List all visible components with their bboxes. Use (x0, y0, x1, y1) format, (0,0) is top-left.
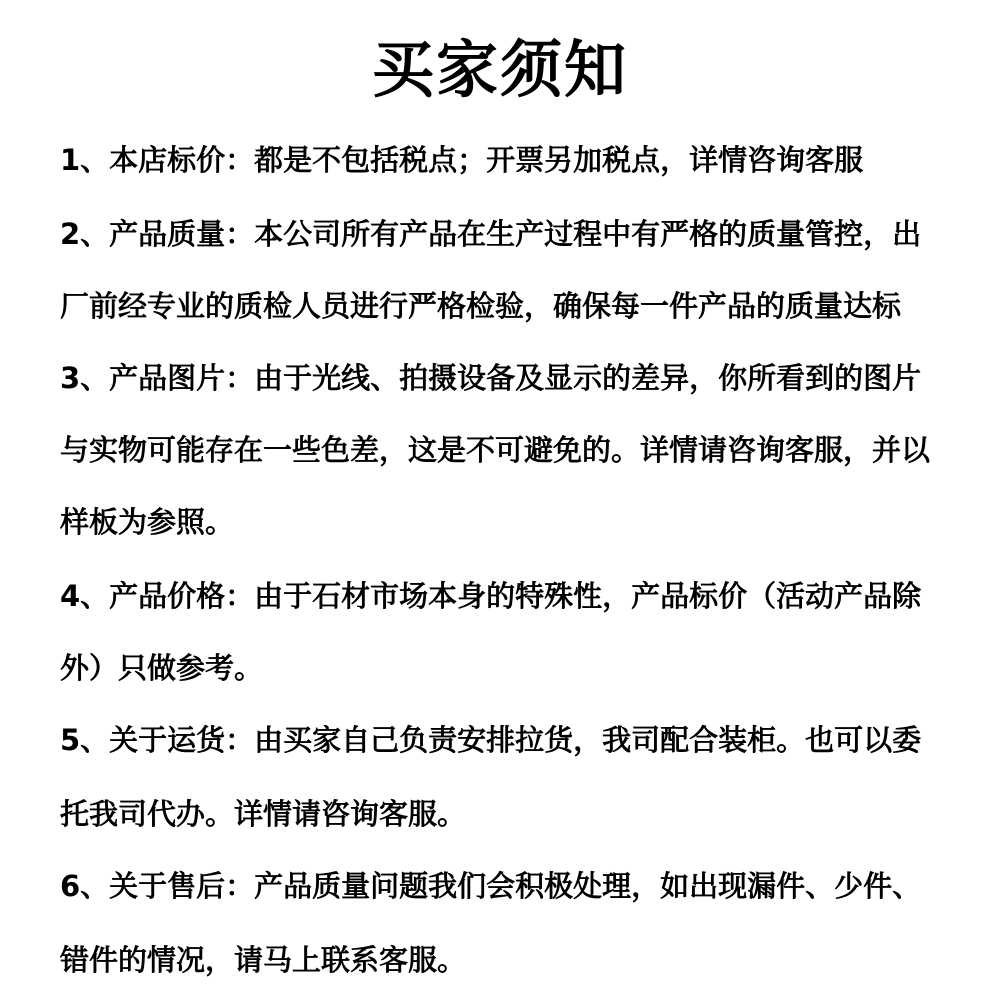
notice-line: 6、关于售后：产品质量问题我们会积极处理，如出现漏件、少件、 (60, 869, 922, 903)
page-title: 买家须知 (371, 33, 628, 106)
notice-line: 外）只做参考。 (60, 651, 264, 685)
notice-line: 与实物可能存在一些色差，这是不可避免的。详情请咨询客服，并以 (60, 433, 931, 467)
notice-line: 1、本店标价：都是不包括税点；开票另加税点，详情咨询客服 (60, 143, 864, 177)
notice-line: 5、关于运货：由买家自己负责安排拉货，我司配合装柜。也可以委 (60, 723, 922, 757)
notice-line: 厂前经专业的质检人员进行严格检验，确保每一件产品的质量达标 (60, 289, 902, 323)
notice-line: 样板为参照。 (60, 505, 235, 539)
notice-line: 4、产品价格：由于石材市场本身的特殊性，产品标价（活动产品除 (60, 579, 922, 613)
notice-line: 错件的情况，请马上联系客服。 (60, 943, 467, 977)
notice-line: 托我司代办。详情请咨询客服。 (60, 797, 467, 831)
notice-line: 3、产品图片：由于光线、拍摄设备及显示的差异，你所看到的图片 (60, 361, 922, 395)
notice-line: 2、产品质量：本公司所有产品在生产过程中有严格的质量管控，出 (60, 217, 922, 251)
